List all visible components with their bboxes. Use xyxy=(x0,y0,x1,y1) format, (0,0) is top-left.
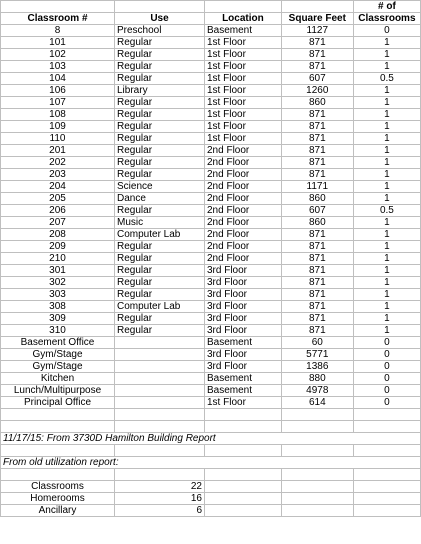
cell-num-classrooms[interactable]: 0 xyxy=(353,337,420,349)
table-row xyxy=(1,193,421,205)
table-row xyxy=(1,145,421,157)
cell-use[interactable] xyxy=(115,349,205,361)
cell-square-feet[interactable]: 871 xyxy=(281,121,353,133)
table-row xyxy=(1,325,421,337)
cell-use[interactable]: Regular xyxy=(115,253,205,265)
table-row xyxy=(1,265,421,277)
table-row xyxy=(1,385,421,397)
cell-classroom[interactable]: Principal Office xyxy=(1,397,115,409)
cell-num-classrooms[interactable]: 1 xyxy=(353,265,420,277)
cell-square-feet[interactable]: 1260 xyxy=(281,85,353,97)
cell-num-classrooms[interactable]: 0 xyxy=(353,373,420,385)
empty-cell[interactable] xyxy=(281,481,353,493)
cell-num-classrooms[interactable]: 0 xyxy=(353,385,420,397)
cell-use[interactable]: Regular xyxy=(115,241,205,253)
cell-location[interactable]: Basement xyxy=(205,25,282,37)
note-source-text[interactable]: 11/17/15: From 3730D Hamilton Building Report xyxy=(1,433,421,445)
cell-num-classrooms[interactable]: 0 xyxy=(353,25,420,37)
cell-num-classrooms[interactable]: 1 xyxy=(353,37,420,49)
cell-num-classrooms[interactable]: 1 xyxy=(353,325,420,337)
cell-classroom[interactable]: 308 xyxy=(1,301,115,313)
cell-num-classrooms[interactable]: 1 xyxy=(353,301,420,313)
table-row xyxy=(1,73,421,85)
cell-num-classrooms[interactable]: 1 xyxy=(353,85,420,97)
cell-classroom[interactable]: Gym/Stage xyxy=(1,349,115,361)
cell-square-feet[interactable]: 871 xyxy=(281,37,353,49)
cell-square-feet[interactable]: 871 xyxy=(281,313,353,325)
header-num-classrooms[interactable]: Classrooms xyxy=(353,13,420,25)
cell-square-feet[interactable]: 614 xyxy=(281,397,353,409)
cell-use[interactable]: Regular xyxy=(115,73,205,85)
cell-use[interactable]: Regular xyxy=(115,109,205,121)
empty-cell[interactable] xyxy=(205,469,282,481)
cell-location[interactable]: 1st Floor xyxy=(205,397,282,409)
cell-num-classrooms[interactable]: 1 xyxy=(353,229,420,241)
cell-num-classrooms[interactable]: 0 xyxy=(353,361,420,373)
note-old-report-text[interactable]: From old utilization report: xyxy=(1,457,421,469)
cell-square-feet[interactable]: 871 xyxy=(281,109,353,121)
cell-location[interactable]: 2nd Floor xyxy=(205,253,282,265)
cell-use[interactable]: Regular xyxy=(115,37,205,49)
empty-cell[interactable] xyxy=(115,469,205,481)
cell-location[interactable]: 1st Floor xyxy=(205,37,282,49)
cell-use[interactable]: Science xyxy=(115,181,205,193)
cell-num-classrooms[interactable]: 1 xyxy=(353,217,420,229)
cell-classroom[interactable]: 107 xyxy=(1,97,115,109)
cell-use[interactable]: Regular xyxy=(115,289,205,301)
cell-num-classrooms[interactable]: 1 xyxy=(353,121,420,133)
table-row xyxy=(1,349,421,361)
header-cell[interactable] xyxy=(1,1,115,13)
cell-classroom[interactable]: 209 xyxy=(1,241,115,253)
empty-cell[interactable] xyxy=(1,469,115,481)
cell-square-feet[interactable]: 871 xyxy=(281,157,353,169)
cell-classroom[interactable]: 203 xyxy=(1,169,115,181)
cell-num-classrooms[interactable]: 1 xyxy=(353,109,420,121)
cell-square-feet[interactable]: 871 xyxy=(281,277,353,289)
empty-cell[interactable] xyxy=(1,409,115,421)
cell-square-feet[interactable]: 871 xyxy=(281,133,353,145)
cell-classroom[interactable]: 110 xyxy=(1,133,115,145)
cell-square-feet[interactable]: 871 xyxy=(281,289,353,301)
cell-location[interactable]: 1st Floor xyxy=(205,97,282,109)
cell-square-feet[interactable]: 4978 xyxy=(281,385,353,397)
cell-use[interactable]: Regular xyxy=(115,157,205,169)
table-row xyxy=(1,253,421,265)
cell-classroom[interactable]: 206 xyxy=(1,205,115,217)
empty-cell[interactable] xyxy=(353,481,420,493)
cell-num-classrooms[interactable]: 1 xyxy=(353,61,420,73)
cell-square-feet[interactable]: 860 xyxy=(281,217,353,229)
summary-row xyxy=(1,481,421,493)
cell-use[interactable]: Preschool xyxy=(115,25,205,37)
summary-value[interactable]: 22 xyxy=(115,481,205,493)
empty-cell[interactable] xyxy=(115,421,205,433)
cell-location[interactable]: 2nd Floor xyxy=(205,205,282,217)
empty-cell[interactable] xyxy=(353,493,420,505)
cell-square-feet[interactable]: 860 xyxy=(281,97,353,109)
cell-classroom[interactable]: 207 xyxy=(1,217,115,229)
cell-use[interactable] xyxy=(115,361,205,373)
summary-label[interactable]: Classrooms xyxy=(1,481,115,493)
table-row xyxy=(1,109,421,121)
cell-classroom[interactable]: 301 xyxy=(1,265,115,277)
note-source xyxy=(1,433,421,445)
empty-cell[interactable] xyxy=(205,409,282,421)
cell-use[interactable]: Regular xyxy=(115,277,205,289)
empty-cell[interactable] xyxy=(205,421,282,433)
cell-num-classrooms[interactable]: 1 xyxy=(353,289,420,301)
summary-value[interactable]: 6 xyxy=(115,505,205,517)
empty-cell[interactable] xyxy=(205,493,282,505)
summary-row xyxy=(1,505,421,517)
empty-cell[interactable] xyxy=(1,421,115,433)
cell-use[interactable]: Regular xyxy=(115,265,205,277)
cell-square-feet[interactable]: 607 xyxy=(281,73,353,85)
cell-location[interactable]: 2nd Floor xyxy=(205,169,282,181)
table-row xyxy=(1,313,421,325)
summary-label[interactable]: Ancillary xyxy=(1,505,115,517)
cell-classroom[interactable]: 204 xyxy=(1,181,115,193)
cell-square-feet[interactable]: 871 xyxy=(281,49,353,61)
table-row xyxy=(1,25,421,37)
cell-use[interactable]: Regular xyxy=(115,145,205,157)
summary-row xyxy=(1,493,421,505)
cell-classroom[interactable]: 109 xyxy=(1,121,115,133)
table-row xyxy=(1,121,421,133)
blank-row xyxy=(1,469,421,481)
cell-num-classrooms[interactable]: 1 xyxy=(353,241,420,253)
cell-location[interactable]: 2nd Floor xyxy=(205,145,282,157)
cell-num-classrooms[interactable]: 1 xyxy=(353,277,420,289)
cell-classroom[interactable]: 102 xyxy=(1,49,115,61)
table-row xyxy=(1,217,421,229)
cell-location[interactable]: 3rd Floor xyxy=(205,349,282,361)
empty-cell[interactable] xyxy=(353,469,420,481)
cell-classroom[interactable]: 303 xyxy=(1,289,115,301)
cell-use[interactable]: Dance xyxy=(115,193,205,205)
cell-location[interactable]: 1st Floor xyxy=(205,85,282,97)
cell-use[interactable]: Regular xyxy=(115,133,205,145)
cell-square-feet[interactable]: 871 xyxy=(281,325,353,337)
blank-row xyxy=(1,421,421,433)
cell-classroom[interactable]: Kitchen xyxy=(1,373,115,385)
cell-classroom[interactable]: 202 xyxy=(1,157,115,169)
cell-location[interactable]: 3rd Floor xyxy=(205,361,282,373)
cell-use[interactable]: Regular xyxy=(115,121,205,133)
empty-cell[interactable] xyxy=(281,445,353,457)
cell-square-feet[interactable]: 860 xyxy=(281,193,353,205)
empty-cell[interactable] xyxy=(1,445,115,457)
cell-classroom[interactable]: Basement Office xyxy=(1,337,115,349)
empty-cell[interactable] xyxy=(281,493,353,505)
cell-use[interactable] xyxy=(115,385,205,397)
cell-location[interactable]: 2nd Floor xyxy=(205,181,282,193)
cell-location[interactable]: 2nd Floor xyxy=(205,217,282,229)
table-row xyxy=(1,241,421,253)
empty-cell[interactable] xyxy=(353,445,420,457)
table-row xyxy=(1,97,421,109)
cell-classroom[interactable]: 8 xyxy=(1,25,115,37)
cell-location[interactable]: 3rd Floor xyxy=(205,325,282,337)
header-use[interactable]: Use xyxy=(115,13,205,25)
cell-use[interactable]: Regular xyxy=(115,325,205,337)
cell-num-classrooms[interactable]: 1 xyxy=(353,313,420,325)
cell-location[interactable]: Basement xyxy=(205,373,282,385)
cell-use[interactable]: Regular xyxy=(115,169,205,181)
cell-use[interactable] xyxy=(115,337,205,349)
cell-classroom[interactable]: 208 xyxy=(1,229,115,241)
empty-cell[interactable] xyxy=(281,409,353,421)
cell-num-classrooms[interactable]: 1 xyxy=(353,169,420,181)
cell-use[interactable]: Regular xyxy=(115,97,205,109)
cell-classroom[interactable]: Gym/Stage xyxy=(1,361,115,373)
cell-location[interactable]: Basement xyxy=(205,385,282,397)
cell-classroom[interactable]: 103 xyxy=(1,61,115,73)
cell-square-feet[interactable]: 871 xyxy=(281,253,353,265)
cell-square-feet[interactable]: 871 xyxy=(281,301,353,313)
cell-classroom[interactable]: 101 xyxy=(1,37,115,49)
blank-row xyxy=(1,445,421,457)
cell-use[interactable]: Computer Lab xyxy=(115,301,205,313)
cell-location[interactable]: 2nd Floor xyxy=(205,193,282,205)
cell-location[interactable]: 2nd Floor xyxy=(205,157,282,169)
header-classroom[interactable]: Classroom # xyxy=(1,13,115,25)
summary-value[interactable]: 16 xyxy=(115,493,205,505)
cell-use[interactable] xyxy=(115,397,205,409)
table-row xyxy=(1,205,421,217)
cell-num-classrooms[interactable]: 1 xyxy=(353,193,420,205)
cell-location[interactable]: 1st Floor xyxy=(205,61,282,73)
empty-cell[interactable] xyxy=(353,409,420,421)
cell-num-classrooms[interactable]: 0.5 xyxy=(353,205,420,217)
table-row xyxy=(1,169,421,181)
header-cell[interactable] xyxy=(115,1,205,13)
table-row xyxy=(1,85,421,97)
cell-num-classrooms[interactable]: 1 xyxy=(353,133,420,145)
table-row xyxy=(1,61,421,73)
cell-square-feet[interactable]: 1127 xyxy=(281,25,353,37)
cell-num-classrooms[interactable]: 1 xyxy=(353,253,420,265)
cell-square-feet[interactable]: 1386 xyxy=(281,361,353,373)
cell-classroom[interactable]: 106 xyxy=(1,85,115,97)
note-old-report xyxy=(1,457,421,469)
table-row xyxy=(1,229,421,241)
empty-cell[interactable] xyxy=(281,421,353,433)
empty-cell[interactable] xyxy=(205,481,282,493)
header-square-feet[interactable]: Square Feet xyxy=(281,13,353,25)
empty-cell[interactable] xyxy=(353,421,420,433)
cell-location[interactable]: 1st Floor xyxy=(205,121,282,133)
cell-location[interactable]: 2nd Floor xyxy=(205,229,282,241)
cell-num-classrooms[interactable]: 1 xyxy=(353,181,420,193)
cell-location[interactable]: Basement xyxy=(205,337,282,349)
cell-classroom[interactable]: Lunch/Multipurpose xyxy=(1,385,115,397)
cell-classroom[interactable]: 108 xyxy=(1,109,115,121)
cell-location[interactable]: 3rd Floor xyxy=(205,313,282,325)
cell-square-feet[interactable]: 871 xyxy=(281,145,353,157)
cell-square-feet[interactable]: 871 xyxy=(281,169,353,181)
cell-location[interactable]: 2nd Floor xyxy=(205,241,282,253)
cell-location[interactable]: 1st Floor xyxy=(205,133,282,145)
cell-location[interactable]: 1st Floor xyxy=(205,49,282,61)
blank-row xyxy=(1,409,421,421)
header-cell[interactable] xyxy=(281,1,353,13)
cell-square-feet[interactable]: 871 xyxy=(281,241,353,253)
cell-square-feet[interactable]: 880 xyxy=(281,373,353,385)
cell-classroom[interactable]: 309 xyxy=(1,313,115,325)
cell-use[interactable]: Library xyxy=(115,85,205,97)
cell-location[interactable]: 1st Floor xyxy=(205,73,282,85)
cell-square-feet[interactable]: 871 xyxy=(281,229,353,241)
empty-cell[interactable] xyxy=(281,469,353,481)
cell-num-classrooms[interactable]: 1 xyxy=(353,157,420,169)
table-row xyxy=(1,373,421,385)
cell-use[interactable]: Regular xyxy=(115,61,205,73)
header-num-top[interactable]: # of xyxy=(353,1,420,13)
header-location[interactable]: Location xyxy=(205,13,282,25)
empty-cell[interactable] xyxy=(205,445,282,457)
table-row xyxy=(1,361,421,373)
cell-location[interactable]: 1st Floor xyxy=(205,109,282,121)
cell-location[interactable]: 3rd Floor xyxy=(205,301,282,313)
table-row xyxy=(1,397,421,409)
cell-classroom[interactable]: 104 xyxy=(1,73,115,85)
empty-cell[interactable] xyxy=(281,505,353,517)
cell-square-feet[interactable]: 871 xyxy=(281,61,353,73)
table-row xyxy=(1,181,421,193)
header-row-top xyxy=(1,1,421,13)
table-row xyxy=(1,277,421,289)
header-row xyxy=(1,13,421,25)
cell-use[interactable] xyxy=(115,373,205,385)
empty-cell[interactable] xyxy=(115,445,205,457)
cell-square-feet[interactable]: 871 xyxy=(281,265,353,277)
summary-label[interactable]: Homerooms xyxy=(1,493,115,505)
cell-num-classrooms[interactable]: 1 xyxy=(353,97,420,109)
table-row xyxy=(1,289,421,301)
cell-classroom[interactable]: 302 xyxy=(1,277,115,289)
cell-num-classrooms[interactable]: 0 xyxy=(353,397,420,409)
empty-cell[interactable] xyxy=(353,505,420,517)
table-row xyxy=(1,49,421,61)
empty-cell[interactable] xyxy=(115,409,205,421)
cell-square-feet[interactable]: 5771 xyxy=(281,349,353,361)
empty-cell[interactable] xyxy=(205,505,282,517)
cell-num-classrooms[interactable]: 1 xyxy=(353,49,420,61)
cell-num-classrooms[interactable]: 0 xyxy=(353,349,420,361)
cell-num-classrooms[interactable]: 1 xyxy=(353,145,420,157)
table-row xyxy=(1,301,421,313)
table-row xyxy=(1,157,421,169)
table-row xyxy=(1,133,421,145)
cell-square-feet[interactable]: 60 xyxy=(281,337,353,349)
cell-location[interactable]: 3rd Floor xyxy=(205,277,282,289)
table-row xyxy=(1,337,421,349)
cell-location[interactable]: 3rd Floor xyxy=(205,289,282,301)
cell-use[interactable]: Regular xyxy=(115,49,205,61)
cell-square-feet[interactable]: 607 xyxy=(281,205,353,217)
cell-use[interactable]: Computer Lab xyxy=(115,229,205,241)
cell-use[interactable]: Regular xyxy=(115,313,205,325)
cell-square-feet[interactable]: 1171 xyxy=(281,181,353,193)
cell-classroom[interactable]: 201 xyxy=(1,145,115,157)
cell-classroom[interactable]: 310 xyxy=(1,325,115,337)
cell-num-classrooms[interactable]: 0.5 xyxy=(353,73,420,85)
header-cell[interactable] xyxy=(205,1,282,13)
cell-location[interactable]: 3rd Floor xyxy=(205,265,282,277)
cell-classroom[interactable]: 210 xyxy=(1,253,115,265)
cell-use[interactable]: Music xyxy=(115,217,205,229)
cell-classroom[interactable]: 205 xyxy=(1,193,115,205)
table-row xyxy=(1,37,421,49)
cell-use[interactable]: Regular xyxy=(115,205,205,217)
